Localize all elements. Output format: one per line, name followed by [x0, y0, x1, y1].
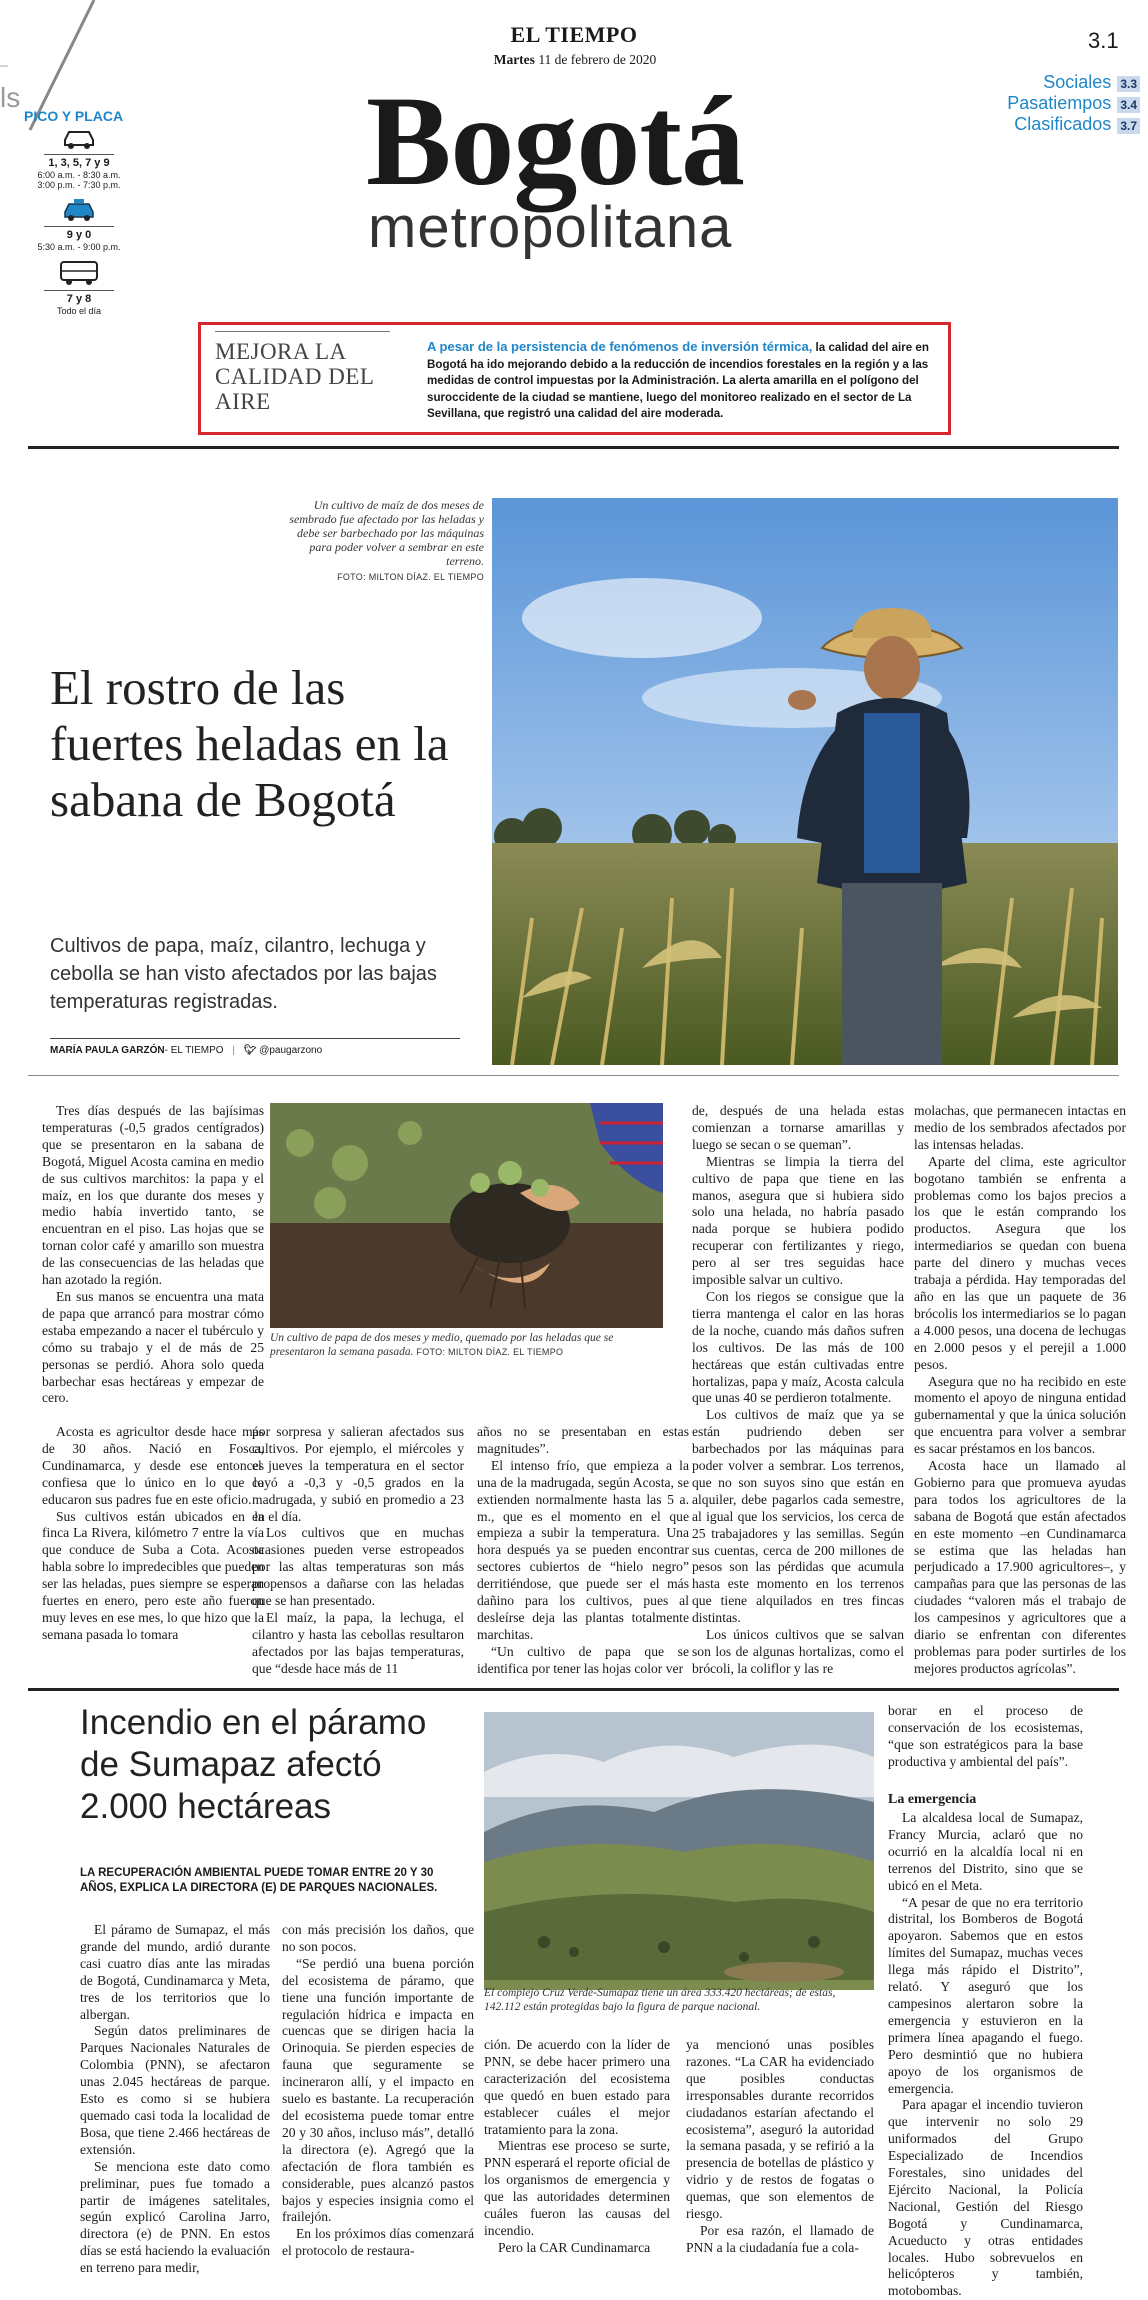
taxi-icon — [24, 198, 134, 224]
header-rule — [28, 446, 1119, 449]
page-number: 3.1 — [1088, 28, 1119, 53]
paragraph: Sus cultivos están ubicados en la finca La Rivera, kilómetro 7 entre la vía que conduce de Suba a Cota. Acosta habla sobre lo impredecibles que pueden ser las heladas, pues siempre se esperan fuertes en enero, pero este año fueron muy leves en ese mes, lo que hizo que la semana pasada lo tomara — [42, 1508, 264, 1642]
index-label: Clasificados — [1014, 114, 1112, 134]
paragraph: años no se presentaban en estas magnitudes”. — [477, 1424, 689, 1456]
paragraph: Acosta hace un llamado al Gobierno para que promueva ayudas para todos los agricultores de la sabana de Bogotá que están afectados en este momento –en Cundinamarca se estima que las heladas han perjudicado a 17.900 agricultores–, y campañas para que las personas de las ciudades “valoren más el trabajo de los campesinos y agricultores que a diario se enfrentan con diferentes problemas para poder surtirles de los mejores productos agrícolas”. — [914, 1458, 1126, 1676]
second-col-1 — [80, 1922, 270, 2277]
pico-placa-schedule: 3:00 p.m. - 7:30 p.m. — [37, 180, 121, 190]
section-subtitle: metropolitana — [368, 195, 733, 260]
pico-placa-rule — [44, 154, 114, 155]
main-photo-caption — [284, 498, 484, 584]
main-deck: Cultivos de papa, maíz, cilantro, lechuga y cebolla se han visto afectados por las bajas temperaturas registradas. — [50, 935, 437, 1013]
paragraph: Para apagar el incendio tuvieron que intervenir no solo 29 uniformados del Grupo Especializado de Incendios Forestales, sino unidades del Ejército Nacional, la Policía Nacional, Gestión del Riesgo Bogotá y Cundinamarca, Acueducto y otras entidades locales. Hubo sobrevuelos en helicópteros y también, motobombas. — [888, 2097, 1083, 2299]
inline-photo-hands-potato — [270, 1103, 663, 1328]
pico-placa-item — [24, 128, 134, 190]
paragraph: Se menciona este dato como preliminar, pues fue tomado a partir de imágenes satelitales, según explicó Carolina Jarro, directora (e) de PNN. En estos días se está haciendo la evaluación en terreno para medir, — [80, 2158, 270, 2276]
pico-placa-item — [24, 260, 134, 316]
air-box-lead: A pesar de la persistencia de fenómenos de inversión térmica, — [427, 339, 813, 354]
paragraph: Mientras ese proceso se surte, PNN esperará el reporte oficial de los organismos de emergencia y que las autoridades determinen cuáles fueron las causas del incendio. — [484, 2138, 670, 2238]
inline-photo-caption — [270, 1332, 663, 1359]
byline-twitter[interactable]: @paugarzono — [259, 1045, 323, 1056]
index-item[interactable] — [930, 114, 1140, 135]
paragraph: Los únicos cultivos que se salvan son los de algunas hortalizas, como el brócoli, la coliflor y las re — [692, 1627, 904, 1676]
main-photo-credit: FOTO: MILTON DÍAZ. EL TIEMPO — [337, 572, 484, 582]
second-photo-paramo — [484, 1712, 874, 1980]
index-label: Pasatiempos — [1007, 93, 1112, 113]
second-col-3 — [484, 2037, 670, 2257]
twitter-icon: 🐦︎ — [243, 1045, 257, 1056]
paragraph: ción. De acuerdo con la líder de PNN, se debe hacer primero una caracterización del ecosistema que quedó en buen estado para establecer cuáles el mejor tratamiento para la zona. — [484, 2037, 670, 2137]
byline-separator: | — [232, 1045, 235, 1056]
paragraph: Los cultivos de maíz que ya se están pudriendo deben ser barbechados por las máquinas para poder volver a sembrar. Los terrenos, que no son suyos sino que están en alquiler, debe pagarlos cada semestre, al igual que los servicios, los cerca de 25 trabajadores y las semillas. Según sus cuentas, cerca de 200 millones de pesos son las pérdidas que acumula hasta este momento en los terrenos que tiene alquilados en tres fincas distintas. — [692, 1407, 904, 1626]
index-item[interactable] — [930, 72, 1140, 93]
date-line — [430, 52, 720, 68]
byline-author: MARÍA PAULA GARZÓN — [50, 1045, 165, 1056]
air-box-divider — [215, 331, 390, 332]
main-col-3a — [692, 1103, 904, 1678]
second-kicker: LA RECUPERACIÓN AMBIENTAL PUEDE TOMAR ENTRE 20 Y 30 AÑOS, EXPLICA LA DIRECTORA (E) DE PARQUES NACIONALES. — [80, 1867, 438, 1894]
inline-caption-text: Un cultivo de papa de dos meses y medio, quemado por las heladas que se presentaron la semana pasada. — [270, 1332, 614, 1358]
air-box-text — [427, 339, 939, 423]
index-page: 3.7 — [1117, 118, 1140, 134]
paragraph: molachas, que permanecen intactas en medio de los sembrados afectados por las intensas heladas. — [914, 1103, 1126, 1152]
pico-placa-rule — [44, 290, 114, 291]
main-photo-caption-text: Un cultivo de maíz de dos meses de sembrado fue afectado por las heladas y debe ser barbechado por las máquinas para poder volver a sembrar en este terreno. — [289, 498, 484, 568]
second-col-4 — [686, 2037, 874, 2257]
pico-placa-digits: 9 y 0 — [66, 229, 92, 241]
paragraph: El páramo de Sumapaz, el más grande del mundo, ardió durante casi cuatro días ante las miradas de Bogotá, Cundinamarca y Meta, tres de los territorios que lo albergan. — [80, 1922, 270, 2022]
index-label: Sociales — [1043, 72, 1112, 92]
paragraph: Aparte del clima, este agricultor bogotano también se enfrenta a problemas como los bajos precios a los que le están comprando los productos. Asegura que los intermediarios se quedan con buena parte del dinero y muchas veces trabaja a pérdida. Hay temporadas del año en las que un paquete de 36 brócolis los intermediarios se lo pagan a 4.000 pesos, una docena de lechugas en 2.000 pesos y el perejil a 1.000 pesos. — [914, 1153, 1126, 1372]
pico-placa-digits: 7 y 8 — [66, 293, 92, 305]
story-rule — [28, 1075, 1119, 1076]
paragraph: En sus manos se encuentra una mata de papa que arrancó para mostrar cómo estaba empezando a nacer el tubérculo y cómo su trabajo y el de más de 25 personas se perdió. Ahora solo queda barbechar esas hectáreas y empezar de cero. — [42, 1288, 264, 1406]
paragraph: de, después de una helada estas comienzan a tornarse amarillas y luego se secan o se queman”. — [692, 1103, 904, 1152]
date-day: Martes — [493, 52, 535, 67]
pico-placa-digits: 1, 3, 5, 7 y 9 — [48, 157, 110, 169]
corner-fragment: ls — [0, 82, 21, 113]
second-col-2 — [282, 1922, 474, 2260]
paragraph: Según datos preliminares de Parques Nacionales Naturales de Colombia (PNN), se afectaron unas 2.045 hectáreas de parque. Esto es como si se hubiera quemado casi toda la localidad de Bosa, que tiene 2.466 hectáreas de extensión. — [80, 2023, 270, 2157]
main-col-4 — [914, 1103, 1126, 1678]
byline-rule — [50, 1038, 460, 1039]
index-item[interactable] — [930, 93, 1140, 114]
paragraph: Pero la CAR Cundinamarca — [498, 2239, 651, 2255]
paragraph: ya mencionó unas posibles razones. “La CAR ha evidenciado que posibles conductas irresponsables durante recorridos ciudadanos estarían afectando el ecosistema”, aseguró la autoridad la semana pasada, y se refirió a la presencia de botellas de plástico y vidrio y de restos de fogatas o quemas, que son elementos de riesgo. — [686, 2037, 874, 2222]
paragraph: El maíz, la papa, la lechuga, el cilantro y hasta las cebollas resultaron afectados por las bajas temperaturas, que “desde hace más de 11 — [252, 1609, 464, 1676]
paragraph: con más precisión los daños, que no son pocos. — [282, 1922, 474, 1954]
pico-placa-schedule: Todo el día — [56, 306, 102, 316]
paragraph: El intenso frío, que empieza a la una de la madrugada, según Acosta, se extienden normalmente hasta las 5 a. m., que es el momento en el que empieza a subir la temperatura. Una hora después ya se pueden encontrar sectores cubiertos de “hielo negro” derritiéndose, que puede ser el más dañino para los cultivos, pues al desleírse deja las plantas totalmente marchitas. — [477, 1457, 689, 1642]
paragraph: “A pesar de que no era territorio distrital, los Bomberos de Bogotá apoyaron. Sabemos que en estos límites del Sumapaz, muchas veces llega más rápido el Distrito”, relató. Y aseguró que los campesinos alertaron sobre la emergencia y estuvieron en la primera línea apagando el fuego. Pero desmintió que no hubiera apoyo de los organismos de emergencia. — [888, 1894, 1083, 2096]
air-box-body: la calidad del aire en Bogotá ha ido mejorando debido a la reducción de incendios forestales en la región y a las medidas de control impuestas por la Administración. La alerta amarilla en el polígono del suroccidente de la ciudad se mantiene, luego del monitoreo realizado en el sector de La Sevillana, que registró una calidad del aire moderada. — [427, 341, 929, 420]
paragraph: Por esa razón, el llamado de PNN a la ciudadanía fue a cola- — [686, 2222, 874, 2255]
date-text: 11 de febrero de 2020 — [538, 52, 657, 67]
second-col-5b — [888, 1810, 1083, 2300]
index-page: 3.4 — [1117, 97, 1140, 113]
paragraph: por sorpresa y salieran afectados sus cultivos. Por ejemplo, el miércoles y el jueves la temperatura en el sector cayó a -0,3 y -0,5 grados en la madrugada, y subió en promedio a 23 en el día. — [252, 1424, 464, 1524]
paragraph: Tres días después de las bajísimas temperaturas (-0,5 grados centígrados) que se presentaron en la sabana de Bogotá, Miguel Acosta camina en medio de sus cultivos marchitos: la papa y el maíz, en los que durante dos meses y medio había invertido tanto, se encuentran en el piso. Las hojas que se tornan color café y amarillo son muestra de las consecuencias de las heladas que han azotado la región. — [42, 1103, 264, 1288]
pico-placa-rule — [44, 226, 114, 227]
byline-outlet: - EL TIEMPO — [164, 1045, 224, 1056]
pico-placa-box — [24, 108, 134, 324]
air-box-title: MEJORA LA CALIDAD DEL AIRE — [215, 339, 374, 414]
main-headline: El rostro de las fuertes heladas en la sabana de Bogotá — [50, 660, 449, 827]
inline-photo-credit: FOTO: MILTON DÍAZ. EL TIEMPO — [416, 1346, 564, 1357]
main-col-2 — [252, 1424, 464, 1678]
newspaper-name: EL TIEMPO — [510, 22, 638, 47]
section-index — [930, 72, 1140, 135]
paragraph: borar en el proceso de conservación de los ecosistemas, “que son estratégicos para la base productiva y ambiental del país”. — [888, 1703, 1083, 1769]
pico-placa-item — [24, 198, 134, 252]
air-quality-box — [198, 322, 951, 435]
paragraph: Asegura que no ha recibido en este momento el apoyo de ninguna entidad gubernamental y que la única solución que encuentra para volver a sembrar es sacar préstamos en los bancos. — [914, 1373, 1126, 1457]
second-photo-caption: El complejo Cruz Verde-Sumapaz tiene un área 333.420 hectáreas; de estas, 142.112 están protegidas bajo la figura de parque nacional. — [484, 1987, 836, 2013]
pico-placa-schedule: 5:30 a.m. - 9:00 p.m. — [37, 242, 121, 252]
paragraph: “Se perdió una buena porción del ecosistema de páramo, que tiene una función importante de regulación hídrica e impacta en cuencas que se dirigen hacia la Orinoquia. Se pierden especies de fauna que seguramente se incineraron allí, y el impacto en suelo es bastante. La recuperación del ecosistema puede tomar entre 20 y 30 años, incluso más”, detalló la directora (e). Agregó que la afectación de flora también es considerable, pues alcanzó pastos bajos y especies insignia como el frailejón. — [282, 1955, 474, 2225]
main-byline — [50, 1045, 460, 1056]
second-col-5a — [888, 1703, 1083, 1771]
car-icon — [24, 128, 134, 152]
pico-placa-title: PICO Y PLACA — [24, 108, 124, 124]
index-page: 3.3 — [1117, 76, 1140, 92]
emergency-subhead: La emergencia — [888, 1792, 977, 1807]
paragraph: “Un cultivo de papa que se identifica por tener las hojas color ver — [477, 1643, 689, 1676]
paragraph: Los cultivos que en muchas ocasiones pueden verse estropeados por las altas temperaturas son más propensos a dañarse con las heladas que se han presentado. — [252, 1525, 464, 1609]
main-col-3b — [477, 1424, 689, 1678]
section-divider — [28, 1688, 1119, 1691]
paragraph: La alcaldesa local de Sumapaz, Francy Murcia, aclaró que no ocurrió en la alcaldía local ni en terrenos del Distrito, sino que se ubicó en el Meta. — [888, 1810, 1083, 1893]
main-col-1a — [42, 1103, 264, 1407]
second-headline: Incendio en el páramo de Sumapaz afectó 2.000 hectáreas — [80, 1703, 427, 1826]
pico-placa-schedule: 6:00 a.m. - 8:30 a.m. — [37, 170, 121, 180]
bus-icon — [24, 260, 134, 288]
main-photo-farmer-cornfield — [492, 498, 1118, 1065]
paragraph: En los próximos días comenzará el protocolo de restaura- — [282, 2226, 474, 2259]
paragraph: Acosta es agricultor desde hace más de 30 años. Nació en Fosca, Cundinamarca, y desde ese entonces confiesa que lo único en lo que lo educaron sus padres fue en este oficio. — [42, 1424, 264, 1507]
section-title: Bogotá — [366, 70, 744, 212]
paragraph: Con los riegos se consigue que la tierra mantenga el calor en las horas de la noche, cuando más daños sufren los cultivos. De las más de 100 hectáreas que están cultivadas entre hortalizas, papa y maíz, Acosta calcula que unas 40 se perdieron totalmente. — [692, 1288, 904, 1406]
main-col-1b — [42, 1424, 264, 1644]
paragraph: Mientras se limpia la tierra del cultivo de papa que tiene en las manos, asegura que si hubiera sido solo una helada, no habría pasado nada porque se hubiera podido recuperar con fertilizantes y riego, pero al ser tres seguidas hace imposible salvar un cultivo. — [692, 1153, 904, 1288]
